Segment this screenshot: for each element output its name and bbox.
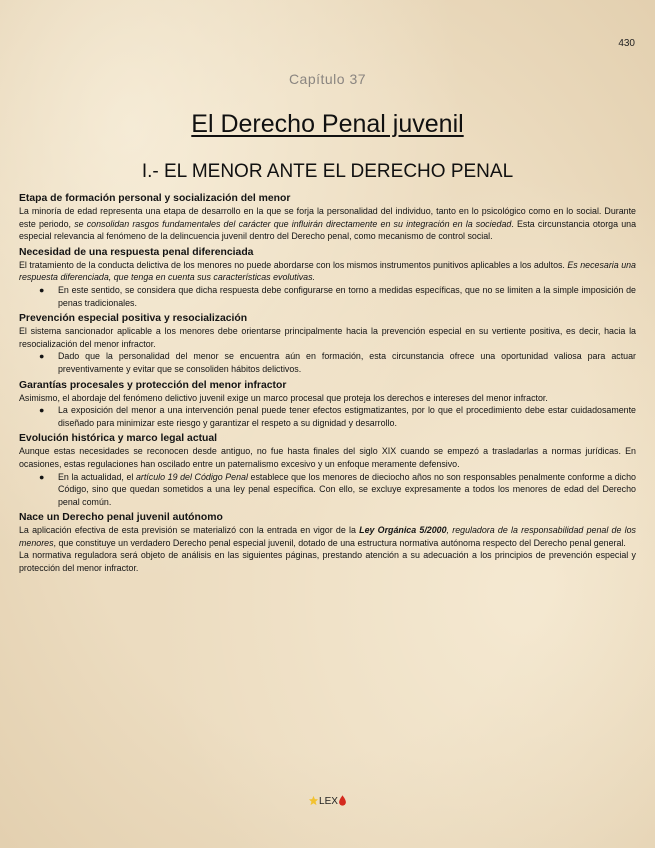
emphasis-span: se consolidan rasgos fundamentales del carácter que influirán directamente en su integración en la sociedad [74,218,512,229]
paragraph-garantias: Asimismo, el abordaje del fenómeno delictivo juvenil exige un marco procesal que proteja los derechos e intereses del menor infractor. [19,392,548,403]
heading-respuesta-diferenciada: Necesidad de una respuesta penal diferenciada [19,246,254,258]
emphasis-span: , reguladora de la responsabilidad penal de los menores [19,525,636,548]
emphasis-span: Es necesaria una respuesta diferenciada, que tenga en cuenta sus características evolutivas. [19,259,636,283]
bullet-item [19,404,636,429]
star-icon [308,796,319,807]
paragraph-formacion [19,205,636,243]
drop-icon [338,796,347,807]
heading-prevencion: Prevención especial positiva y resocialización [19,313,248,325]
text-span: El tratamiento de la conducta delictiva de los menores no puede abordarse con los mismos instrumentos punitivos aplicables a los adultos. [19,259,568,270]
bullet-item [19,471,636,509]
chapter-label: Capítulo 37 [288,71,367,87]
text-span: , que constituye un verdadero Derecho penal especial juvenil, dotado de una estructura normativa autónoma respecto del Derecho penal general. [53,537,626,548]
heading-formacion: Etapa de formación personal y socialización del menor [19,193,291,204]
bullet-dot: ● [39,405,45,416]
heading-derecho-autonomo: Nace un Derecho penal juvenil autónomo [19,512,223,524]
text-span: . Esta circunstancia otorga una especial relevancia al fenómeno de la delincuencia juvenil dentro del Derecho penal, como mecanismo de control social. [19,218,637,242]
bullet-dot: ● [39,284,45,295]
heading-evolucion: Evolución histórica y marco legal actual [19,433,218,445]
bullet-item [19,350,636,375]
bullet-dot: ● [39,471,45,482]
bullet-text: Dado que la personalidad del menor se encuentra aún en formación, esta circunstancia ofrece una oportunidad valiosa para actuar preventivamente y evitar que se consoliden hábitos delictivos. [58,351,636,374]
text-span: En la actualidad, el [58,471,136,482]
heading-garantias: Garantías procesales y protección del menor infractor [19,379,287,391]
paragraph-conclusion: La normativa reguladora será objeto de análisis en las siguientes páginas, prestando atención a su adecuación a los principios de prevención especial y protección del menor infractor. [19,550,636,574]
text-span: establece que los menores de dieciocho años no son responsables penalmente conforme a dicho Código, sino que quedan sometidos a una ley penal específica. Con ello, se excluye expresamente a todos los menores de edad del Derecho penal común. [58,471,636,507]
page-number: 430 [618,38,635,49]
bullet-text [58,472,636,507]
bullet-text: En este sentido, se considera que dicha respuesta debe configurarse en torno a medidas específicas, que no se limiten a la simple imposición de penas tradicionales. [58,284,636,308]
text-span: La aplicación efectiva de esta previsión se materializó con la entrada en vigor de la [19,525,360,536]
footer-logo [0,795,655,807]
paragraph-derecho-autonomo [19,524,636,549]
content-body [19,192,636,575]
paragraph-prevencion: El sistema sancionador aplicable a los menores debe orientarse principalmente hacia la prevención especial en su vertiente positiva, es decir, hacia la resocialización del menor infractor. [19,326,636,349]
bullet-dot: ● [39,351,45,362]
law-reference: Ley Orgánica 5/2000 [359,525,447,536]
paragraph-evolucion: Aunque estas necesidades se reconocen desde antiguo, no fue hasta finales del siglo XIX cuando se empezó a trasladarlas a normas jurídicas. En ocasiones, estas regulaciones han oscilado entre un paternalismo excesivo y un enfoque meramente defensivo. [19,446,636,469]
footer-label: LEX [319,796,338,807]
bullet-text: La exposición del menor a una intervención penal puede tener efectos estigmatizantes, por lo que el procedimiento debe estar cuidadosamente diseñado para minimizar este riesgo y garantizar el respeto a su dignidad y desarrollo. [58,405,636,428]
emphasis-span: artículo 19 del Código Penal [135,471,248,482]
paragraph-respuesta-diferenciada [19,259,636,284]
text-span: La minoría de edad representa una etapa de desarrollo en la que se forja la personalidad del individuo, tanto en lo psicológico como en lo social. Durante este periodo, [19,206,636,229]
page-title: El Derecho Penal juvenil [191,110,464,138]
bullet-item [19,284,636,309]
section-title: I.- EL MENOR ANTE EL DERECHO PENAL [141,161,514,182]
